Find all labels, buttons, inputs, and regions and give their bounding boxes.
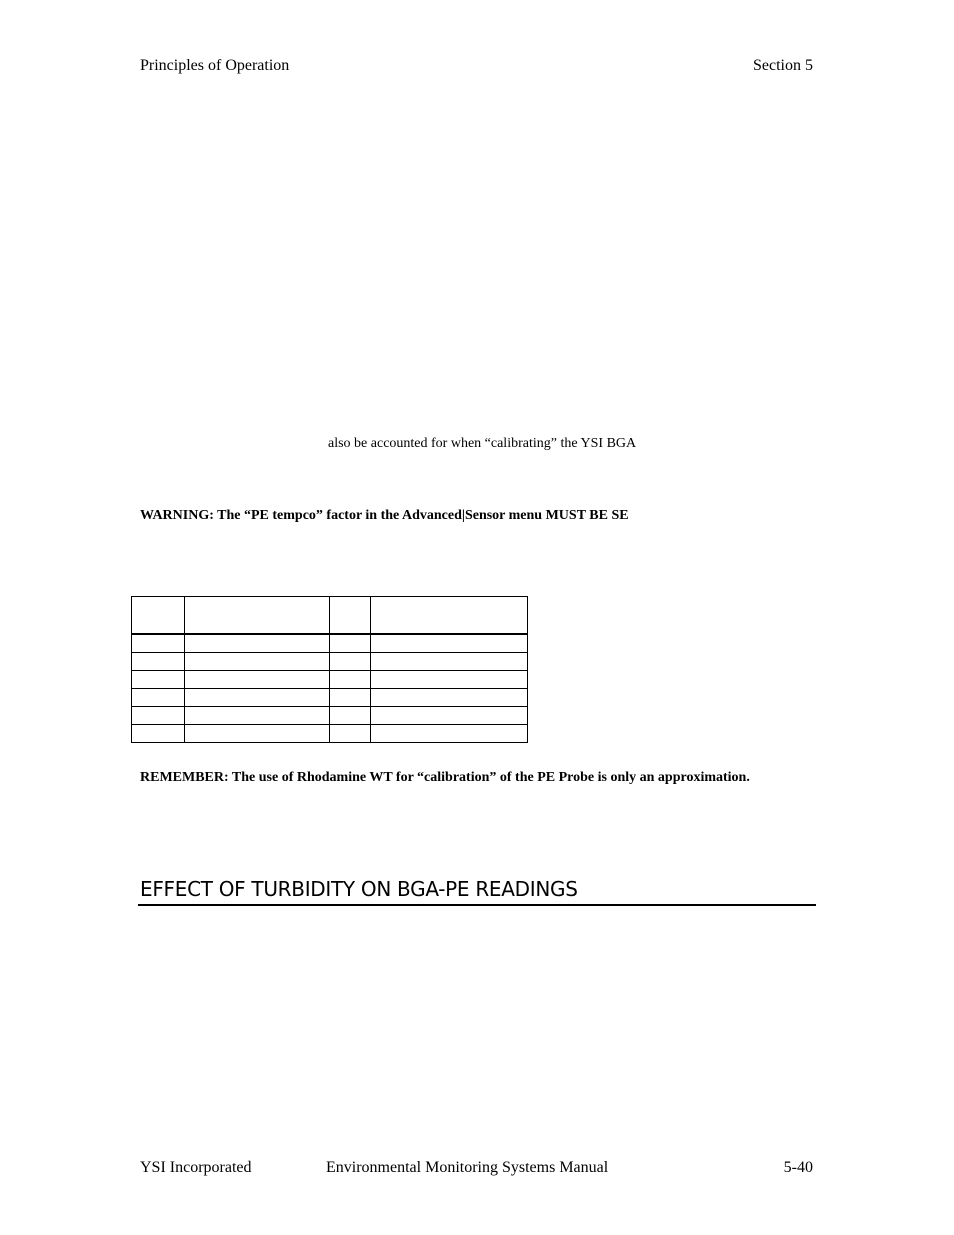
table-header-cell: [330, 597, 371, 635]
table-cell: [330, 671, 371, 689]
table-row: [132, 707, 528, 725]
data-table: [131, 596, 528, 743]
section-heading: EFFECT OF TURBIDITY ON BGA-PE READINGS: [140, 877, 578, 901]
header-section-title: Principles of Operation: [140, 57, 290, 74]
footer-page-number: 5-40: [783, 1159, 813, 1176]
table-row: [132, 634, 528, 653]
table-cell: [185, 725, 330, 743]
table-cell: [330, 707, 371, 725]
table-cell: [371, 707, 528, 725]
table-cell: [132, 707, 185, 725]
table-cell: [132, 725, 185, 743]
table-cell: [132, 689, 185, 707]
table-cell: [330, 689, 371, 707]
table-row: [132, 653, 528, 671]
table-cell: [185, 671, 330, 689]
table-cell: [330, 634, 371, 653]
table-cell: [371, 671, 528, 689]
table-cell: [330, 653, 371, 671]
heading-underline: [138, 904, 816, 906]
table-cell: [185, 653, 330, 671]
table-cell: [330, 725, 371, 743]
table-cell: [132, 671, 185, 689]
table-cell: [185, 634, 330, 653]
table-cell: [132, 653, 185, 671]
footer-manual-title: Environmental Monitoring Systems Manual: [326, 1159, 609, 1176]
table-cell: [371, 653, 528, 671]
table-cell: [371, 634, 528, 653]
table-header-row: [132, 597, 528, 635]
remember-note: REMEMBER: The use of Rhodamine WT for “calibration” of the PE Probe is only an approximation.: [140, 770, 750, 785]
table-row: [132, 725, 528, 743]
table-header-cell: [185, 597, 330, 635]
header-section-number: Section 5: [753, 57, 813, 74]
table-header-cell: [132, 597, 185, 635]
table-row: [132, 689, 528, 707]
table-cell: [371, 725, 528, 743]
table-cell: [185, 689, 330, 707]
table-cell: [371, 689, 528, 707]
footer-company: YSI Incorporated: [140, 1159, 252, 1176]
table-cell: [132, 634, 185, 653]
warning-text: WARNING: The “PE tempco” factor in the Advanced|Sensor menu MUST BE SE: [140, 508, 629, 523]
table-header-cell: [371, 597, 528, 635]
table-row: [132, 671, 528, 689]
table-cell: [185, 707, 330, 725]
body-fragment-line: also be accounted for when “calibrating” the YSI BGA: [328, 436, 637, 451]
